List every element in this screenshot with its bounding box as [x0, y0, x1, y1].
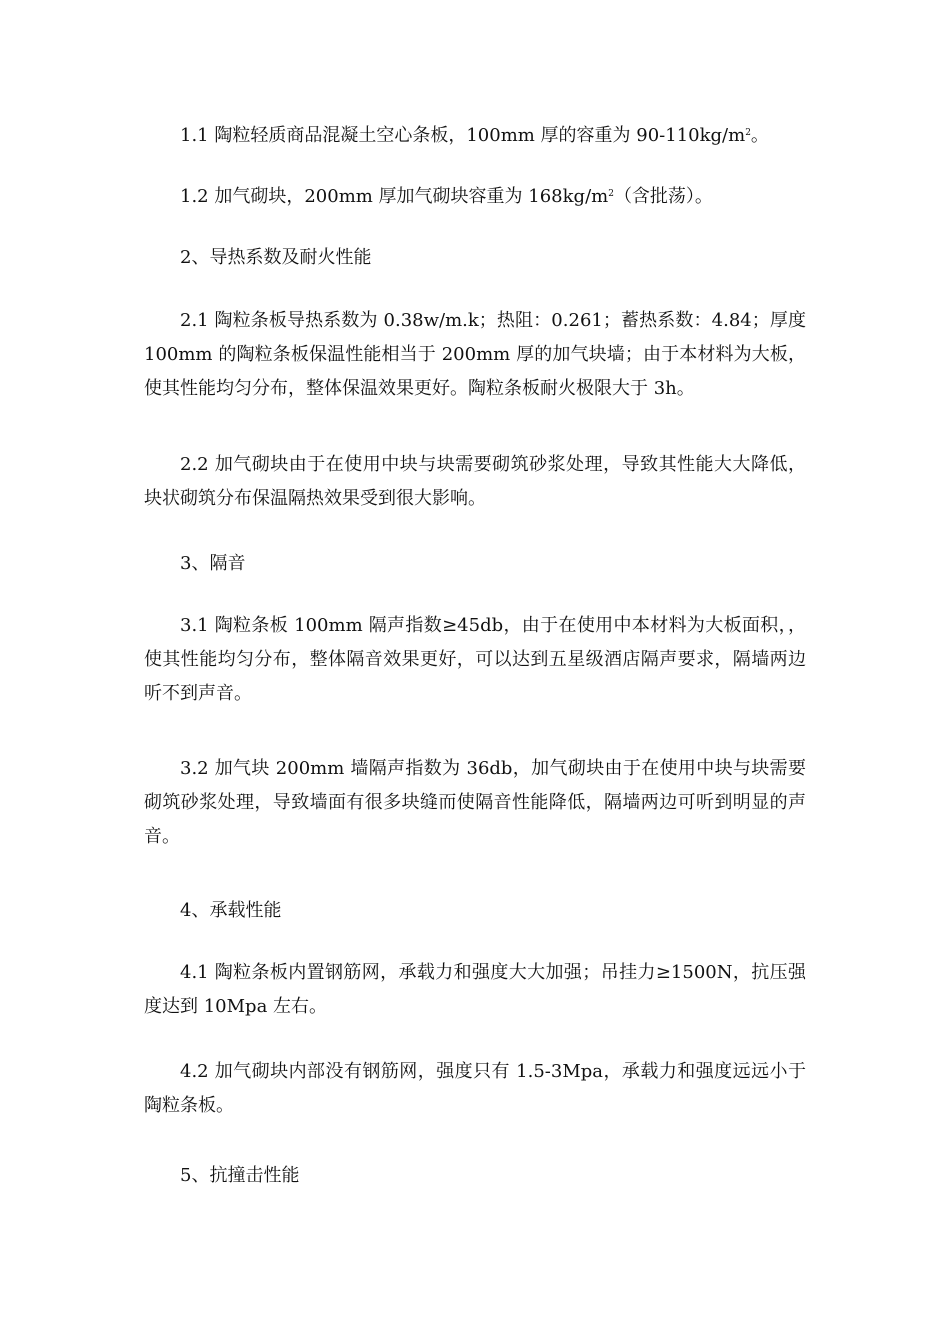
section-heading-5: 5、抗撞击性能: [180, 1165, 300, 1186]
paragraph-4-1: 4.1 陶粒条板内置钢筋网，承载力和强度大大加强；吊挂力≥1500N，抗压强度达到 10Mpa 左右。: [144, 962, 806, 1017]
paragraph-1-2-tail: （含批荡）。: [613, 186, 713, 207]
section-heading-4: 4、承载性能: [180, 900, 282, 921]
section-heading-3: 3、隔音: [180, 553, 246, 574]
section-heading-2: 2、导热系数及耐火性能: [180, 247, 372, 268]
paragraph-3-1: 3.1 陶粒条板 100mm 隔声指数≥45db，由于在使用中本材料为大板面积，，使其性能均匀分布，整体隔音效果更好，可以达到五星级酒店隔声要求，隔墙两边听不到声音。: [144, 615, 806, 704]
paragraph-1-1-superscript: 2: [745, 128, 751, 138]
paragraph-1-2-text: 1.2 加气砌块，200mm 厚加气砌块容重为 168kg/m: [180, 186, 609, 207]
paragraph-3-2: 3.2 加气块 200mm 墙隔声指数为 36db，加气砌块由于在使用中块与块需要砌筑砂浆处理，导致墙面有很多块缝而使隔音性能降低，隔墙两边可听到明显的声音。: [144, 758, 806, 847]
paragraph-1-1-text: 1.1 陶粒轻质商品混凝土空心条板，100mm 厚的容重为 90-110kg/m: [180, 125, 746, 146]
paragraph-1-2: [144, 180, 806, 214]
paragraph-2-2: 2.2 加气砌块由于在使用中块与块需要砌筑砂浆处理，导致其性能大大降低，块状砌筑分布保温隔热效果受到很大影响。: [144, 454, 806, 509]
paragraph-4-2: 4.2 加气砌块内部没有钢筋网，强度只有 1.5-3Mpa，承载力和强度远远小于陶粒条板。: [144, 1061, 806, 1116]
paragraph-1-1: [144, 119, 806, 153]
paragraph-2-1: 2.1 陶粒条板导热系数为 0.38w/m.k；热阻：0.261；蓄热系数：4.84；厚度 100mm 的陶粒条板保温性能相当于 200mm 厚的加气块墙；由于本材料为大板，使其性能均匀分布，整体保温效果更好。陶粒条板耐火极限大于 3h。: [144, 310, 806, 399]
paragraph-1-1-tail: 。: [750, 125, 769, 146]
paragraph-1-2-superscript: 2: [608, 189, 614, 199]
